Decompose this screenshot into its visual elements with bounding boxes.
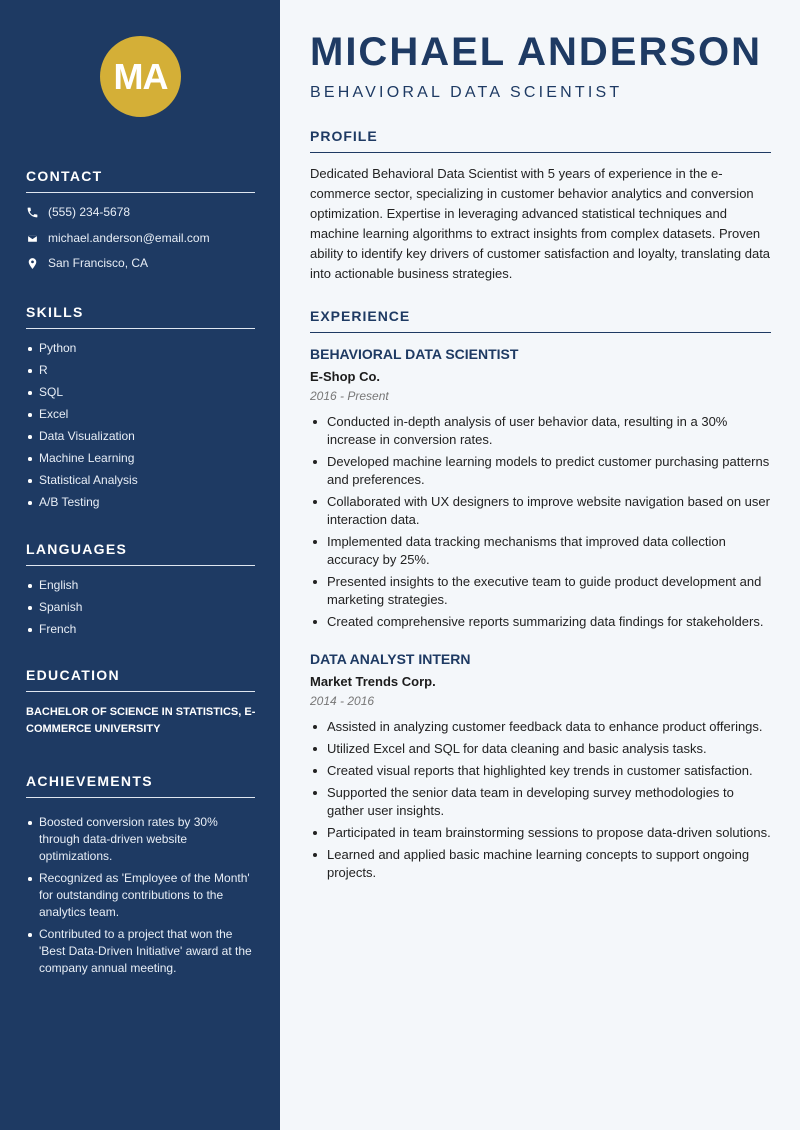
skill-item: R bbox=[26, 359, 258, 381]
avatar: MA bbox=[100, 36, 181, 117]
job-bullet: Presented insights to the executive team to guide product development and marketing strategies. bbox=[310, 573, 771, 609]
languages-list bbox=[26, 574, 258, 640]
job-bullet: Participated in team brainstorming sessions to propose data-driven solutions. bbox=[310, 824, 771, 842]
education-heading: EDUCATION bbox=[26, 667, 255, 692]
location-text: San Francisco, CA bbox=[48, 256, 149, 270]
experience-heading: EXPERIENCE bbox=[310, 308, 771, 333]
skill-item: Python bbox=[26, 337, 258, 359]
contact-heading: CONTACT bbox=[26, 168, 255, 193]
job-bullet: Conducted in-depth analysis of user behavior data, resulting in a 30% increase in conversion rates. bbox=[310, 413, 771, 449]
candidate-name: MICHAEL ANDERSON bbox=[310, 30, 763, 74]
skills-heading: SKILLS bbox=[26, 304, 255, 329]
job-bullet: Created comprehensive reports summarizing data findings for stakeholders. bbox=[310, 613, 771, 631]
job-bullet: Supported the senior data team in developing survey methodologies to gather user insights. bbox=[310, 784, 771, 820]
job-bullet: Learned and applied basic machine learning concepts to support ongoing projects. bbox=[310, 846, 771, 882]
achievements-heading: ACHIEVEMENTS bbox=[26, 773, 255, 798]
profile-heading: PROFILE bbox=[310, 128, 771, 153]
profile-text: Dedicated Behavioral Data Scientist with 5 years of experience in the e-commerce sector, specializing in customer behavior analytics and conversion optimization. Expertise in leveraging advanced statistical techniques and machine learning algorithms to extract insights from complex datasets. Proven ability to identify key drivers of customer satisfaction and loyalty, translating data into actionable business strategies. bbox=[310, 166, 771, 281]
job-title: BEHAVIORAL DATA SCIENTIST bbox=[310, 346, 519, 362]
job-dates: 2014 - 2016 bbox=[310, 694, 375, 708]
sidebar bbox=[0, 0, 280, 1130]
contact-email bbox=[26, 231, 210, 245]
job-bullets bbox=[310, 413, 771, 631]
job-bullet: Developed machine learning models to predict customer purchasing patterns and preferences. bbox=[310, 453, 771, 489]
location-pin-icon bbox=[26, 257, 39, 270]
job-company: E-Shop Co. bbox=[310, 369, 381, 384]
contact-location bbox=[26, 256, 148, 270]
candidate-title: BEHAVIORAL DATA SCIENTIST bbox=[310, 84, 623, 101]
job-bullet: Created visual reports that highlighted key trends in customer satisfaction. bbox=[310, 762, 771, 780]
phone-text: (555) 234-5678 bbox=[48, 205, 131, 219]
email-icon bbox=[26, 232, 39, 245]
languages-heading: LANGUAGES bbox=[26, 541, 255, 566]
job-title: DATA ANALYST INTERN bbox=[310, 651, 471, 667]
skills-list bbox=[26, 337, 258, 513]
language-item: French bbox=[26, 618, 258, 640]
skill-item: Statistical Analysis bbox=[26, 469, 258, 491]
language-item: Spanish bbox=[26, 596, 258, 618]
skill-item: Excel bbox=[26, 403, 258, 425]
job-bullets bbox=[310, 718, 771, 882]
job-dates: 2016 - Present bbox=[310, 389, 389, 403]
achievement-item: Contributed to a project that won the 'Best Data-Driven Initiative' award at the company annual meeting. bbox=[26, 926, 258, 977]
achievement-item: Recognized as 'Employee of the Month' for outstanding contributions to the analytics team. bbox=[26, 870, 258, 921]
job-bullet: Implemented data tracking mechanisms that improved data collection accuracy by 25%. bbox=[310, 533, 771, 569]
email-text: michael.anderson@email.com bbox=[48, 231, 210, 245]
job-company: Market Trends Corp. bbox=[310, 674, 436, 689]
skill-item: Machine Learning bbox=[26, 447, 258, 469]
skill-item: A/B Testing bbox=[26, 491, 258, 513]
skill-item: Data Visualization bbox=[26, 425, 258, 447]
job-bullet: Collaborated with UX designers to improve website navigation based on user interaction data. bbox=[310, 493, 771, 529]
job-bullet: Assisted in analyzing customer feedback data to enhance product offerings. bbox=[310, 718, 771, 736]
contact-phone bbox=[26, 205, 130, 219]
achievement-item: Boosted conversion rates by 30% through data-driven website optimizations. bbox=[26, 814, 258, 865]
achievements-list bbox=[26, 814, 258, 982]
skill-item: SQL bbox=[26, 381, 258, 403]
job-bullet: Utilized Excel and SQL for data cleaning and basic analysis tasks. bbox=[310, 740, 771, 758]
phone-icon bbox=[26, 206, 39, 219]
job-entry bbox=[310, 651, 771, 886]
language-item: English bbox=[26, 574, 258, 596]
job-entry bbox=[310, 346, 771, 635]
education-degree: BACHELOR OF SCIENCE IN STATISTICS, E-COMMERCE UNIVERSITY bbox=[26, 706, 256, 735]
